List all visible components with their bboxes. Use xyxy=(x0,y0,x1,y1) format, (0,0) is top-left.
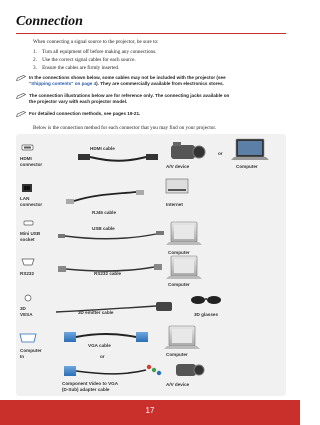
lan-connector-label-2: connector xyxy=(20,202,43,207)
rs232-label: RS232 xyxy=(20,271,35,276)
shipping-contents-link[interactable]: "Shipping contents" on page 4 xyxy=(29,81,97,87)
av-device-label: A/V device xyxy=(166,382,190,387)
computer-in-label-2: In xyxy=(20,354,25,359)
emitter-cable-label: 3D emitter cable xyxy=(78,310,114,315)
note-pencil-icon xyxy=(16,111,26,117)
vesa-row xyxy=(20,295,221,317)
laptop-icon xyxy=(231,139,269,160)
note-pencil-icon xyxy=(16,75,26,81)
connection-diagram-panel xyxy=(16,134,286,396)
3d-glasses-icon xyxy=(191,296,221,304)
vga-row xyxy=(20,326,204,392)
camcorder-icon xyxy=(176,364,204,376)
emitter-cable-icon xyxy=(56,302,172,312)
hdmi-connector-label: HDMI xyxy=(20,156,32,161)
desktop-computer-icon xyxy=(166,222,202,245)
mini-usb-port-icon xyxy=(24,221,33,225)
glasses-label: 3D glasses xyxy=(194,312,219,317)
computer-label: Computer xyxy=(168,282,190,287)
vesa-label: 3D xyxy=(20,306,26,311)
note-1 xyxy=(16,75,226,87)
note-text: In the connections shown below, some cables may not be included with the projector (see xyxy=(29,75,226,81)
computer-in-label: Computer xyxy=(20,348,42,353)
lan-port-icon xyxy=(22,184,32,192)
usb-row xyxy=(20,221,202,255)
vga-cable-label: VGA cable xyxy=(88,343,111,348)
note-2 xyxy=(16,93,229,105)
note-text: For detailed connection methods, see pages 19-21. xyxy=(29,111,141,117)
title-divider xyxy=(16,33,286,34)
desktop-computer-icon xyxy=(164,326,200,349)
connection-diagram xyxy=(16,134,286,396)
hdmi-row xyxy=(20,139,269,169)
rs232-cable-label: RS232 cable xyxy=(94,271,122,276)
page-title: Connection xyxy=(16,14,83,29)
rs232-port-icon xyxy=(22,259,34,265)
computer-label: Computer xyxy=(168,250,190,255)
note-text-tail: ). They are commercially available from electronics stores. xyxy=(96,81,224,87)
vesa-label-2: VESA xyxy=(20,312,33,317)
usb-cable-icon xyxy=(58,231,164,239)
page-number: 17 xyxy=(145,406,155,415)
network-hub-icon xyxy=(166,179,188,193)
usb-cable-label: USB cable xyxy=(92,226,115,231)
intro-text: When connecting a signal source to the projector, be sure to: xyxy=(33,39,159,45)
mini-usb-label-2: socket xyxy=(20,237,35,242)
av-device-label: A/V device xyxy=(166,164,190,169)
rs232-row xyxy=(20,256,202,287)
or-label: or xyxy=(100,354,105,359)
hdmi-cable-label: HDMI cable xyxy=(90,146,115,151)
rj45-cable-icon xyxy=(66,190,144,204)
computer-label: Computer xyxy=(236,164,258,169)
rj45-cable-label: RJ45 cable xyxy=(92,210,117,215)
hdmi-port-icon xyxy=(22,145,33,150)
step-item: 1. Turn all equipment off before making any connections. xyxy=(33,49,157,55)
note-3 xyxy=(16,111,140,117)
vga-port-icon xyxy=(20,334,36,342)
hdmi-cable-icon xyxy=(78,154,158,161)
hdmi-connector-label-2: connector xyxy=(20,162,43,167)
or-label: or xyxy=(218,151,223,156)
mini-usb-label: Mini USB xyxy=(20,231,41,236)
step-item: 2. Use the correct signal cables for each source. xyxy=(33,57,136,64)
note-pencil-icon xyxy=(16,93,26,99)
desktop-computer-icon xyxy=(166,256,202,279)
steps-list xyxy=(33,48,156,73)
internet-label: Internet xyxy=(166,202,183,207)
vesa-port-icon xyxy=(25,295,31,301)
connection-intro-text: Below is the connection method for each connector that you may find on your projector. xyxy=(33,125,217,131)
step-item: 3. Ensure the cables are firmly inserted. xyxy=(33,65,120,72)
lan-row xyxy=(20,179,188,215)
component-cable-label-2: (D-Sub) adapter cable xyxy=(62,387,110,392)
note-text-line2: the projector vary with each projector model. xyxy=(29,99,128,105)
vga-cable-icon xyxy=(64,332,148,342)
computer-label: Computer xyxy=(166,352,188,357)
lan-connector-label: LAN xyxy=(20,196,30,201)
component-adapter-cable-icon xyxy=(64,365,161,376)
camcorder-icon xyxy=(171,142,205,159)
note-text: The connection illustrations below are for reference only. The connecting jacks available on xyxy=(29,93,230,99)
component-cable-label: Component Video to VGA xyxy=(62,381,119,386)
